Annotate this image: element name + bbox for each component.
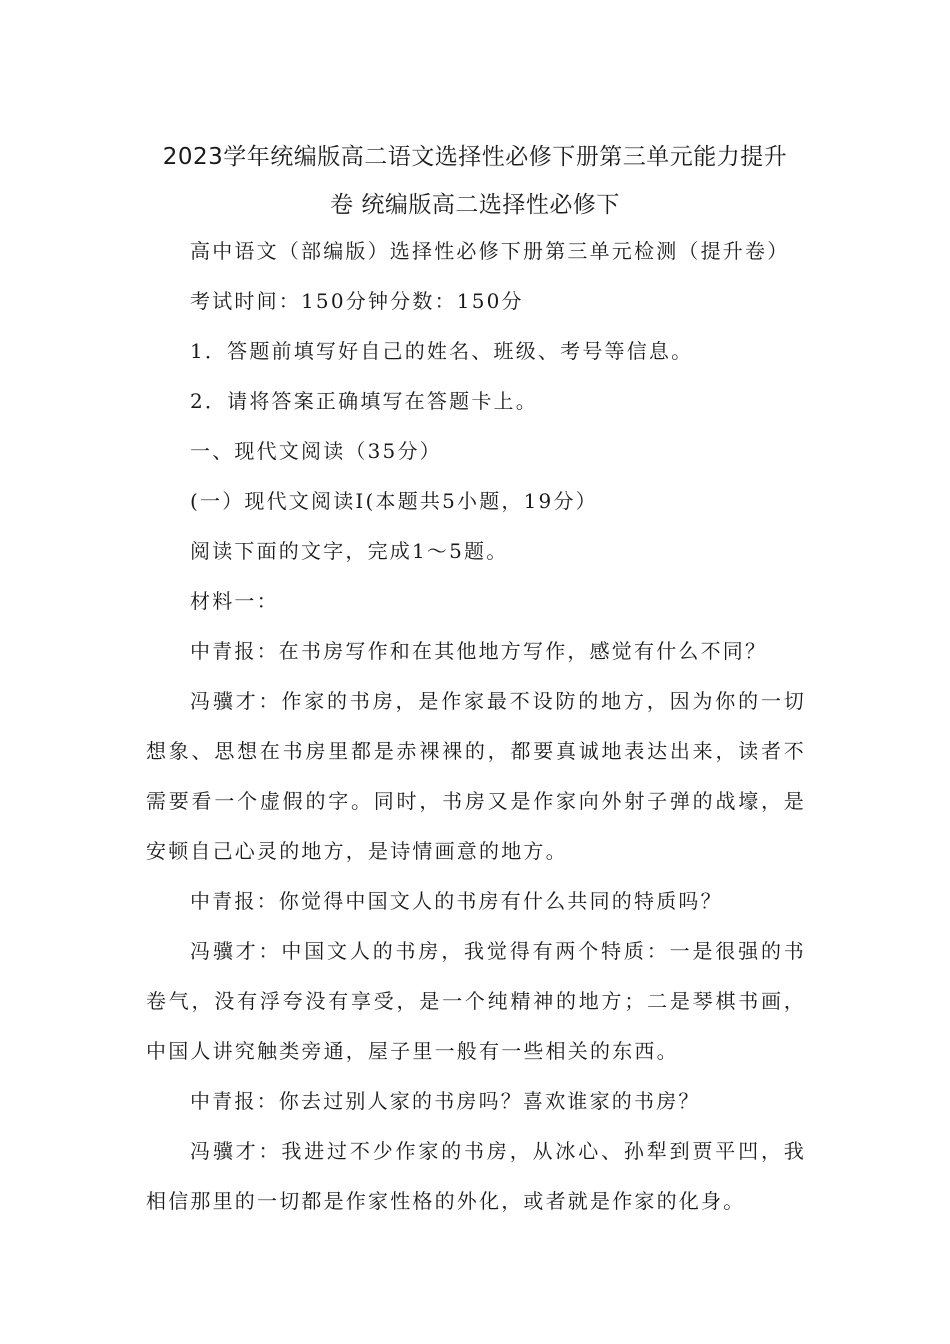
answer-1-line-3: 需要看一个虚假的字。同时，书房又是作家向外射子弹的战壕，是 xyxy=(146,789,806,813)
question-3: 中青报：你去过别人家的书房吗？喜欢谁家的书房？ xyxy=(190,1089,701,1113)
section-heading: 一、现代文阅读（35分） xyxy=(190,439,442,463)
question-1: 中青报：在书房写作和在其他地方写作，感觉有什么不同？ xyxy=(190,639,768,663)
answer-1-line-1: 冯骥才：作家的书房，是作家最不设防的地方，因为你的一切 xyxy=(190,689,806,713)
exam-time-score: 考试时间：150分钟分数：150分 xyxy=(190,289,524,313)
subsection-heading: (一）现代文阅读Ⅰ(本题共5小题，19分） xyxy=(190,489,598,513)
answer-3-line-1: 冯骥才：我进过不少作家的书房，从冰心、孙犁到贾平凹，我 xyxy=(190,1139,806,1163)
instruction-1: 1．答题前填写好自己的姓名、班级、考号等信息。 xyxy=(190,339,694,363)
answer-1-line-2: 想象、思想在书房里都是赤裸裸的，都要真诚地表达出来，读者不 xyxy=(146,739,806,763)
answer-2-line-1: 冯骥才：中国文人的书房，我觉得有两个特质：一是很强的书 xyxy=(190,939,806,963)
answer-1-line-4: 安顿自己心灵的地方，是诗情画意的地方。 xyxy=(146,839,568,863)
answer-2-line-2: 卷气，没有浮夸没有享受，是一个纯精神的地方；二是琴棋书画， xyxy=(146,989,806,1013)
material-label: 材料一： xyxy=(190,589,279,613)
document-title-line-1: 2023学年统编版高二语文选择性必修下册第三单元能力提升 xyxy=(162,144,788,170)
exam-subtitle: 高中语文（部编版）选择性必修下册第三单元检测（提升卷） xyxy=(190,239,790,263)
instruction-2: 2．请将答案正确填写在答题卡上。 xyxy=(190,389,538,413)
answer-3-line-2: 相信那里的一切都是作家性格的外化，或者就是作家的化身。 xyxy=(146,1189,746,1213)
answer-2-line-3: 中国人讲究触类旁通，屋子里一般有一些相关的东西。 xyxy=(146,1039,679,1063)
question-2: 中青报：你觉得中国文人的书房有什么共同的特质吗？ xyxy=(190,889,723,913)
document-title-line-2: 卷 统编版高二选择性必修下 xyxy=(330,192,620,218)
reading-instruction: 阅读下面的文字，完成1～5题。 xyxy=(190,539,509,563)
